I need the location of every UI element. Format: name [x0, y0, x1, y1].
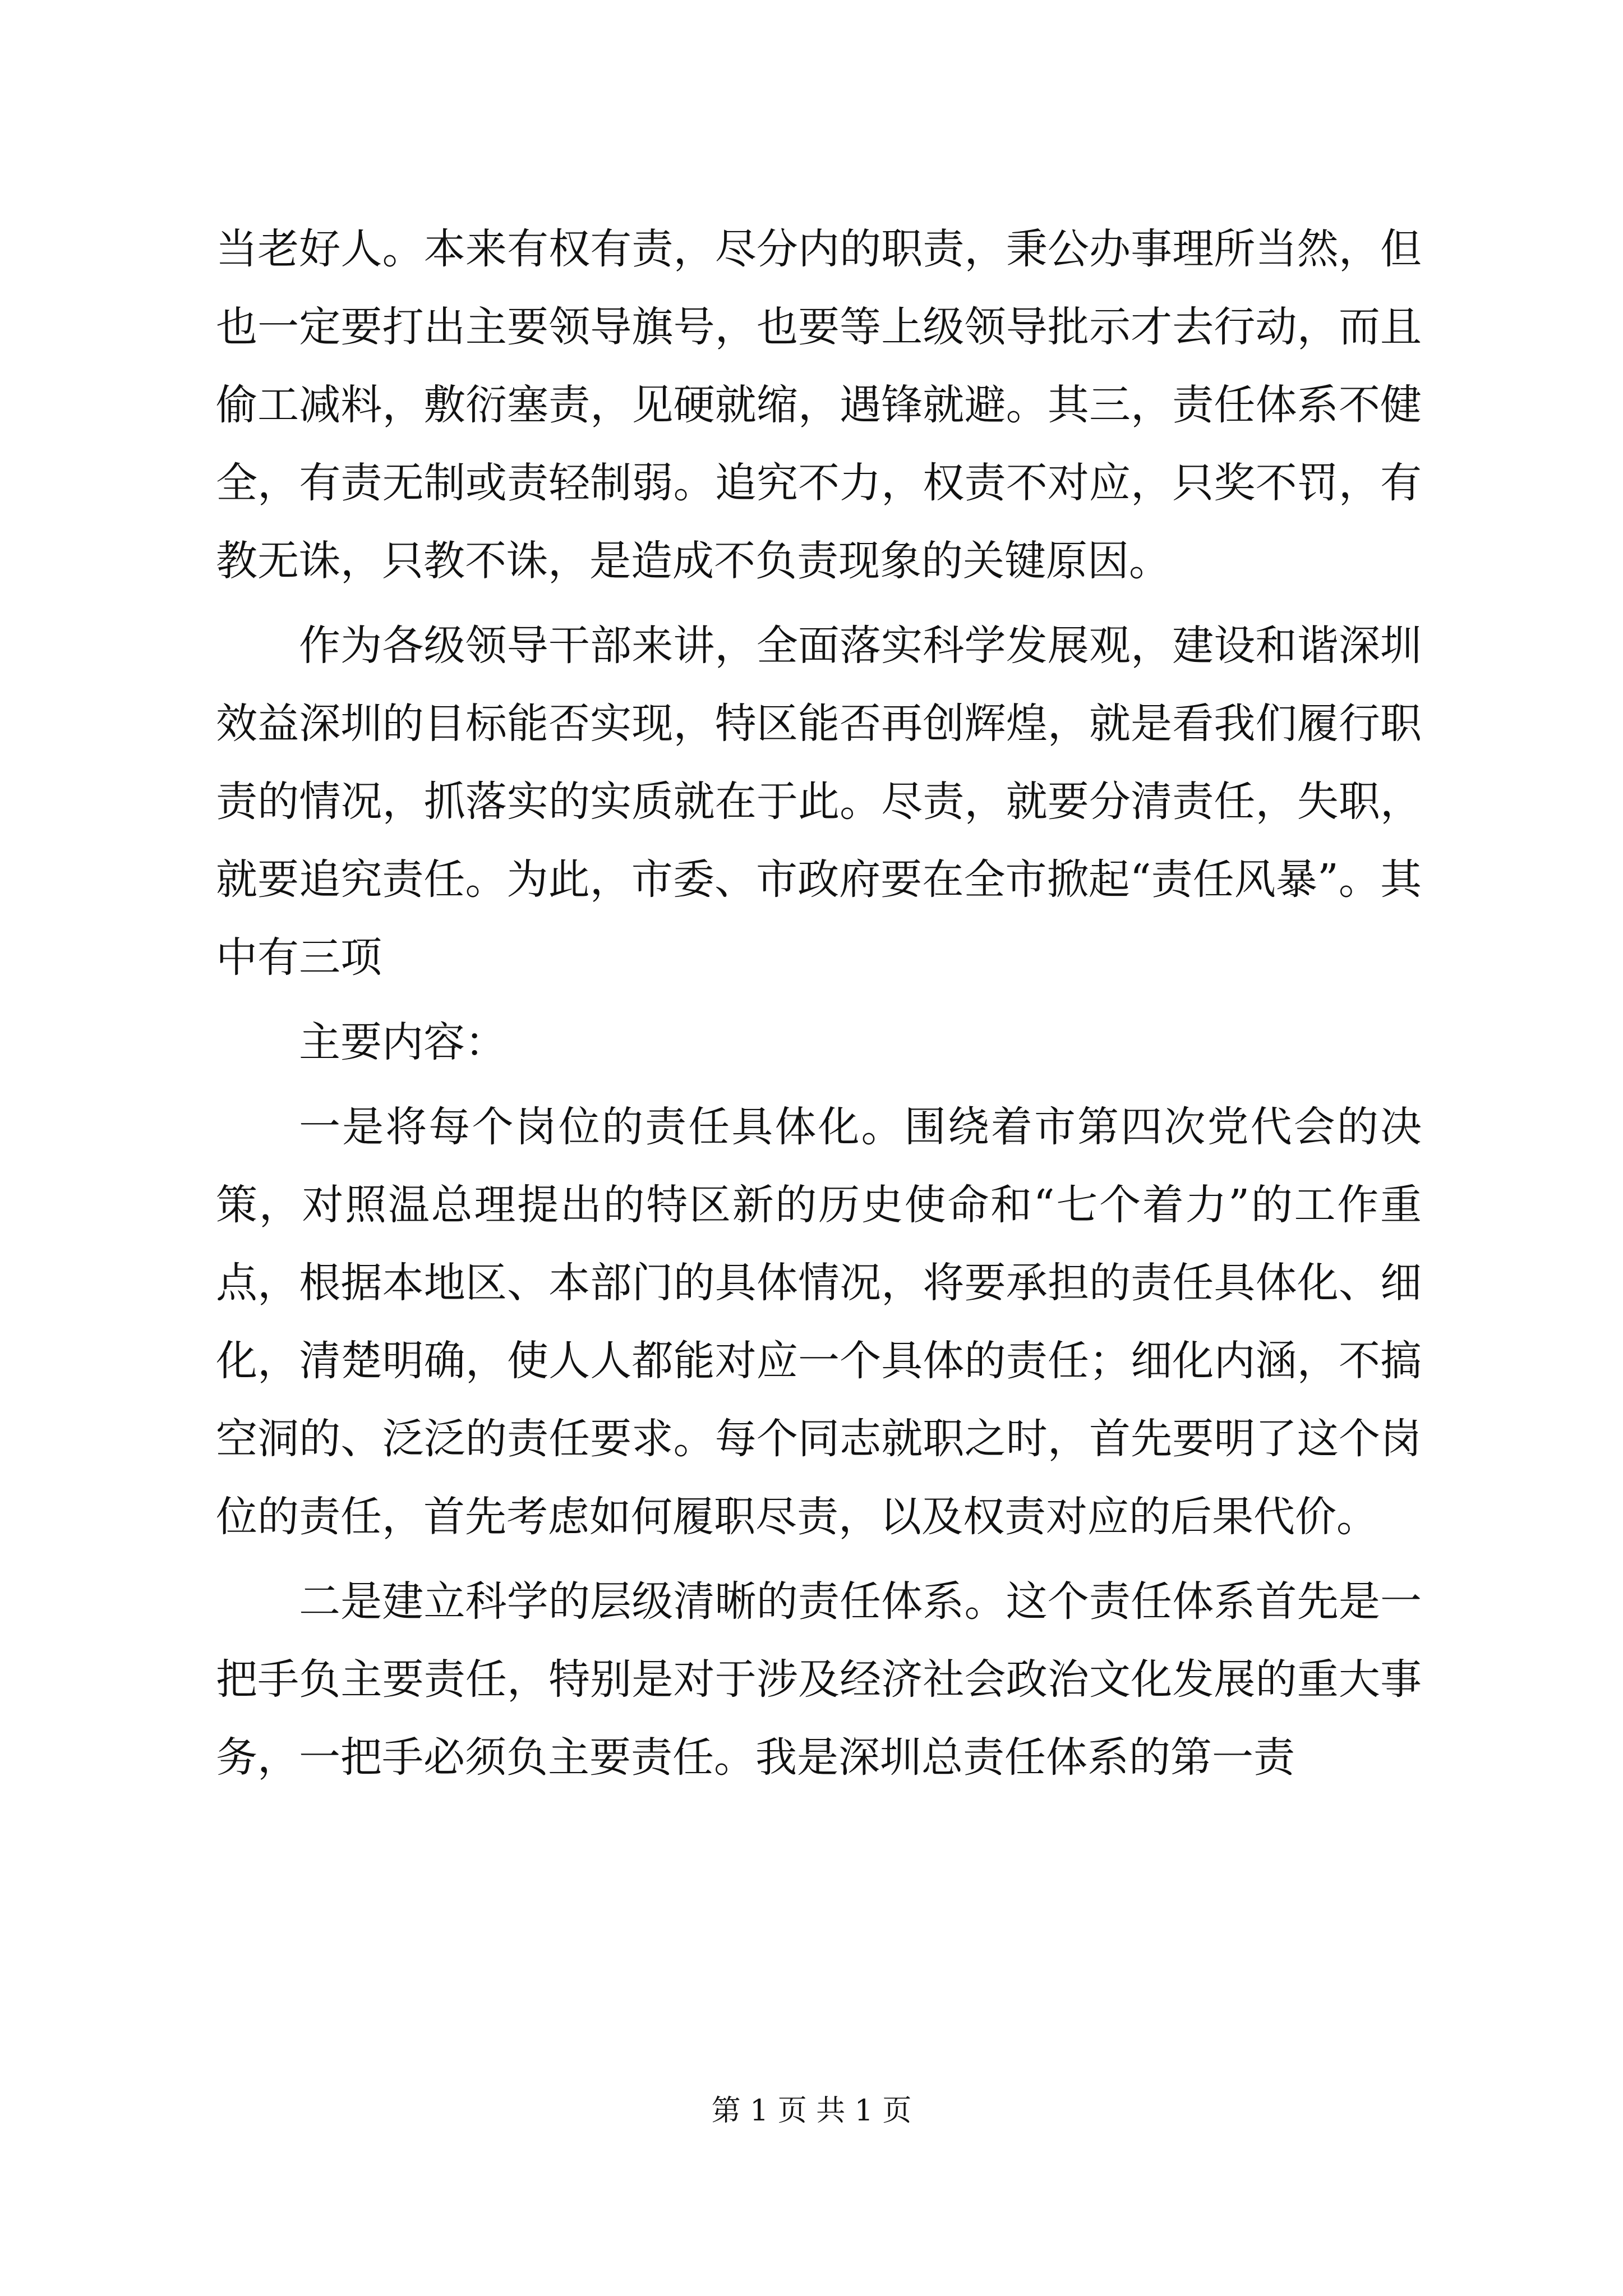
paragraph-5: 二是建立科学的层级清晰的责任体系。这个责任体系首先是一把手负主要责任，特别是对于涉及经济社会政治文化发展的重大事务，一把手必须负主要责任。我是深圳总责任体系的第一责	[216, 1577, 1422, 1782]
page-footer: 第 1 页 共 1 页	[711, 2094, 912, 2128]
paragraph-3: 主要内容：	[299, 1018, 506, 1066]
paragraph-2: 作为各级领导干部来讲，全面落实科学发展观，建设和谐深圳效益深圳的目标能否实现，特区能否再创辉煌，就是看我们履行职责的情况，抓落实的实质就在于此。尽责，就要分清责任，失职，就要追究责任。为此，市委、市政府要在全市掀起“责任风暴”。其中有三项	[216, 622, 1422, 982]
paragraph-1: 当老好人。本来有权有责，尽分内的职责，秉公办事理所当然，但也一定要打出主要领导旗号，也要等上级领导批示才去行动，而且偷工减料，敷衍塞责，见硬就缩，遇锋就避。其三，责任体系不健全，有责无制或责轻制弱。追究不力，权责不对应，只奖不罚，有教无诛，只教不诛，是造成不负责现象的关键原因。	[216, 225, 1422, 585]
document-body	[216, 210, 1422, 1803]
paragraph-4: 一是将每个岗位的责任具体化。围绕着市第四次党代会的决策，对照温总理提出的特区新的历史使命和“七个着力”的工作重点，根据本地区、本部门的具体情况，将要承担的责任具体化、细化，清楚明确，使人人都能对应一个具体的责任；细化内涵，不搞空洞的、泛泛的责任要求。每个同志就职之时，首先要明了这个岗位的责任，首先考虑如何履职尽责，以及权责对应的后果代价。	[216, 1103, 1422, 1541]
